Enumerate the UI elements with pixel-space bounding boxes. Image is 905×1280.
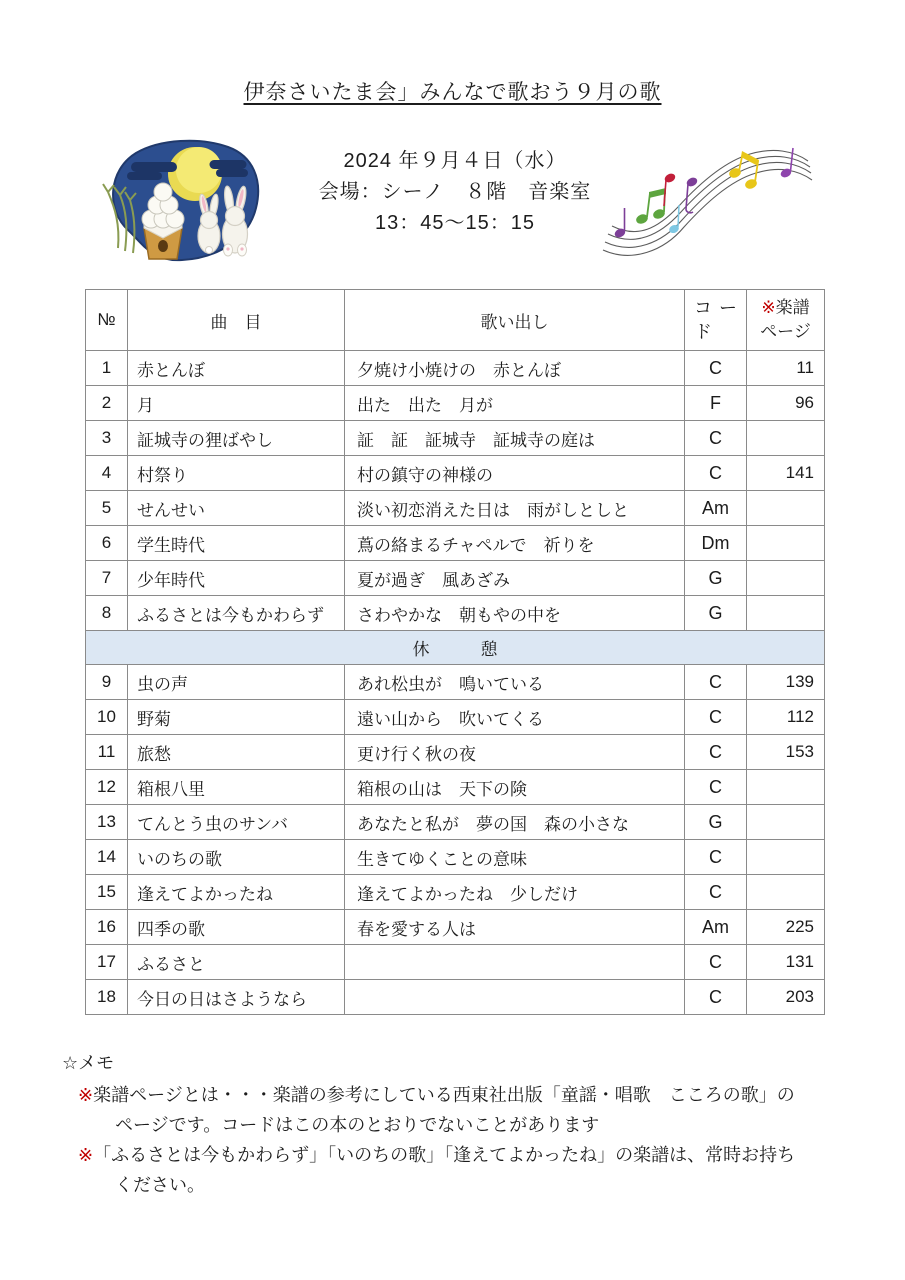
memo-note-1-line-2: ページです。コードはこの本のとおりでないことがあります bbox=[115, 1115, 600, 1135]
row-chord: C bbox=[685, 980, 747, 1015]
row-opening-lyrics: あれ松虫が 鳴いている bbox=[345, 665, 685, 700]
row-opening-lyrics bbox=[345, 945, 685, 980]
page-title: 伊奈さいたま会」みんなで歌おう９月の歌 bbox=[243, 81, 662, 104]
header-chord: コード bbox=[685, 290, 747, 351]
row-chord: C bbox=[685, 945, 747, 980]
row-chord: C bbox=[685, 735, 747, 770]
event-info bbox=[250, 146, 660, 239]
row-number: 1 bbox=[86, 351, 128, 386]
row-chord: C bbox=[685, 456, 747, 491]
table-row bbox=[86, 700, 825, 735]
row-song-title: 逢えてよかったね bbox=[128, 875, 345, 910]
song-table-body bbox=[86, 351, 825, 1015]
row-chord: C bbox=[685, 770, 747, 805]
row-chord: Dm bbox=[685, 526, 747, 561]
row-song-title: 村祭り bbox=[128, 456, 345, 491]
table-row bbox=[86, 386, 825, 421]
row-opening-lyrics: 証 証 証城寺 証城寺の庭は bbox=[345, 421, 685, 456]
row-opening-lyrics: 遠い山から 吹いてくる bbox=[345, 700, 685, 735]
row-score-page: 11 bbox=[747, 351, 825, 386]
row-score-page bbox=[747, 770, 825, 805]
table-row bbox=[86, 596, 825, 631]
row-number: 7 bbox=[86, 561, 128, 596]
table-row bbox=[86, 770, 825, 805]
row-score-page: 131 bbox=[747, 945, 825, 980]
row-opening-lyrics: 村の鎮守の神様の bbox=[345, 456, 685, 491]
table-row bbox=[86, 840, 825, 875]
row-opening-lyrics: 生きてゆくことの意味 bbox=[345, 840, 685, 875]
row-number: 2 bbox=[86, 386, 128, 421]
memo-note-2-line-1: ※「ふるさとは今もかわらず」「いのちの歌」「逢えてよかったね」の楽譜は、常時お持ち bbox=[78, 1145, 796, 1165]
row-song-title: 今日の日はさようなら bbox=[128, 980, 345, 1015]
table-row bbox=[86, 805, 825, 840]
row-number: 15 bbox=[86, 875, 128, 910]
row-song-title: 赤とんぼ bbox=[128, 351, 345, 386]
row-score-page bbox=[747, 526, 825, 561]
row-chord: G bbox=[685, 805, 747, 840]
row-number: 13 bbox=[86, 805, 128, 840]
red-asterisk-mark: ※ bbox=[78, 1085, 94, 1105]
row-chord: Am bbox=[685, 910, 747, 945]
row-score-page bbox=[747, 840, 825, 875]
table-header-row bbox=[86, 290, 825, 351]
row-song-title: 箱根八里 bbox=[128, 770, 345, 805]
break-row bbox=[86, 631, 825, 665]
table-row bbox=[86, 875, 825, 910]
row-chord: Am bbox=[685, 491, 747, 526]
row-chord: F bbox=[685, 386, 747, 421]
row-number: 18 bbox=[86, 980, 128, 1015]
header-no: № bbox=[86, 290, 128, 351]
row-song-title: 野菊 bbox=[128, 700, 345, 735]
table-row bbox=[86, 421, 825, 456]
memo-note-2-line-2: ください。 bbox=[115, 1175, 205, 1195]
memo-section bbox=[62, 1048, 872, 1200]
header-opening-lyrics: 歌い出し bbox=[345, 290, 685, 351]
row-opening-lyrics: 夕焼け小焼けの 赤とんぼ bbox=[345, 351, 685, 386]
row-score-page: 225 bbox=[747, 910, 825, 945]
row-chord: C bbox=[685, 351, 747, 386]
row-song-title: ふるさとは今もかわらず bbox=[128, 596, 345, 631]
row-score-page: 153 bbox=[747, 735, 825, 770]
row-opening-lyrics: 蔦の絡まるチャペルで 祈りを bbox=[345, 526, 685, 561]
header-song-title: 曲 目 bbox=[128, 290, 345, 351]
row-song-title: 四季の歌 bbox=[128, 910, 345, 945]
row-song-title: いのちの歌 bbox=[128, 840, 345, 875]
row-score-page: 112 bbox=[747, 700, 825, 735]
table-row bbox=[86, 351, 825, 386]
event-date: 2024 年９月４日（水） bbox=[343, 150, 567, 172]
row-score-page bbox=[747, 421, 825, 456]
row-song-title: 証城寺の狸ばやし bbox=[128, 421, 345, 456]
row-number: 4 bbox=[86, 456, 128, 491]
row-song-title: 学生時代 bbox=[128, 526, 345, 561]
header-score-page: ※楽譜 ページ bbox=[747, 290, 825, 351]
row-number: 9 bbox=[86, 665, 128, 700]
row-chord: C bbox=[685, 840, 747, 875]
row-score-page bbox=[747, 561, 825, 596]
row-opening-lyrics: 淡い初恋消えた日は 雨がしとしと bbox=[345, 491, 685, 526]
memo-note-1-line-1: ※楽譜ページとは・・・楽譜の参考にしている西東社出版「童謡・唱歌 こころの歌」の bbox=[78, 1085, 795, 1105]
row-number: 11 bbox=[86, 735, 128, 770]
moon-viewing-illustration bbox=[98, 132, 266, 270]
row-score-page: 203 bbox=[747, 980, 825, 1015]
row-opening-lyrics: 箱根の山は 天下の険 bbox=[345, 770, 685, 805]
row-number: 5 bbox=[86, 491, 128, 526]
row-chord: C bbox=[685, 421, 747, 456]
table-row bbox=[86, 665, 825, 700]
row-number: 8 bbox=[86, 596, 128, 631]
row-chord: C bbox=[685, 700, 747, 735]
row-chord: G bbox=[685, 596, 747, 631]
row-number: 16 bbox=[86, 910, 128, 945]
row-number: 10 bbox=[86, 700, 128, 735]
event-time: 13：45～15：15 bbox=[375, 212, 535, 234]
row-opening-lyrics: 春を愛する人は bbox=[345, 910, 685, 945]
table-row bbox=[86, 735, 825, 770]
row-song-title: ふるさと bbox=[128, 945, 345, 980]
row-score-page bbox=[747, 875, 825, 910]
table-row bbox=[86, 491, 825, 526]
red-asterisk-mark: ※ bbox=[78, 1145, 94, 1165]
row-score-page bbox=[747, 596, 825, 631]
row-song-title: 月 bbox=[128, 386, 345, 421]
tsukimi-rabbits-moon-icon bbox=[98, 132, 266, 270]
row-score-page bbox=[747, 491, 825, 526]
red-asterisk-mark: ※ bbox=[761, 298, 776, 317]
row-chord: C bbox=[685, 875, 747, 910]
table-row bbox=[86, 945, 825, 980]
break-label: 休 憩 bbox=[86, 631, 825, 665]
row-song-title: 旅愁 bbox=[128, 735, 345, 770]
row-number: 12 bbox=[86, 770, 128, 805]
row-opening-lyrics: 出た 出た 月が bbox=[345, 386, 685, 421]
row-number: 6 bbox=[86, 526, 128, 561]
row-song-title: 虫の声 bbox=[128, 665, 345, 700]
row-opening-lyrics: あなたと私が 夢の国 森の小さな bbox=[345, 805, 685, 840]
row-song-title: てんとう虫のサンバ bbox=[128, 805, 345, 840]
music-notes-illustration bbox=[600, 140, 815, 265]
table-row bbox=[86, 980, 825, 1015]
row-opening-lyrics bbox=[345, 980, 685, 1015]
row-number: 14 bbox=[86, 840, 128, 875]
row-opening-lyrics: 夏が過ぎ 風あざみ bbox=[345, 561, 685, 596]
table-row bbox=[86, 526, 825, 561]
table-row bbox=[86, 561, 825, 596]
row-score-page bbox=[747, 805, 825, 840]
row-opening-lyrics: さわやかな 朝もやの中を bbox=[345, 596, 685, 631]
row-score-page: 96 bbox=[747, 386, 825, 421]
row-opening-lyrics: 逢えてよかったね 少しだけ bbox=[345, 875, 685, 910]
row-score-page: 141 bbox=[747, 456, 825, 491]
event-venue: 会場：シーノ ８階 音楽室 bbox=[318, 181, 592, 203]
row-score-page: 139 bbox=[747, 665, 825, 700]
row-chord: G bbox=[685, 561, 747, 596]
colorful-music-notes-icon bbox=[600, 140, 815, 265]
table-row bbox=[86, 910, 825, 945]
song-program-table bbox=[85, 289, 825, 1015]
row-opening-lyrics: 更け行く秋の夜 bbox=[345, 735, 685, 770]
row-number: 3 bbox=[86, 421, 128, 456]
row-song-title: せんせい bbox=[128, 491, 345, 526]
memo-heading: ☆メモ bbox=[62, 1053, 115, 1073]
table-row bbox=[86, 456, 825, 491]
row-number: 17 bbox=[86, 945, 128, 980]
row-chord: C bbox=[685, 665, 747, 700]
row-song-title: 少年時代 bbox=[128, 561, 345, 596]
